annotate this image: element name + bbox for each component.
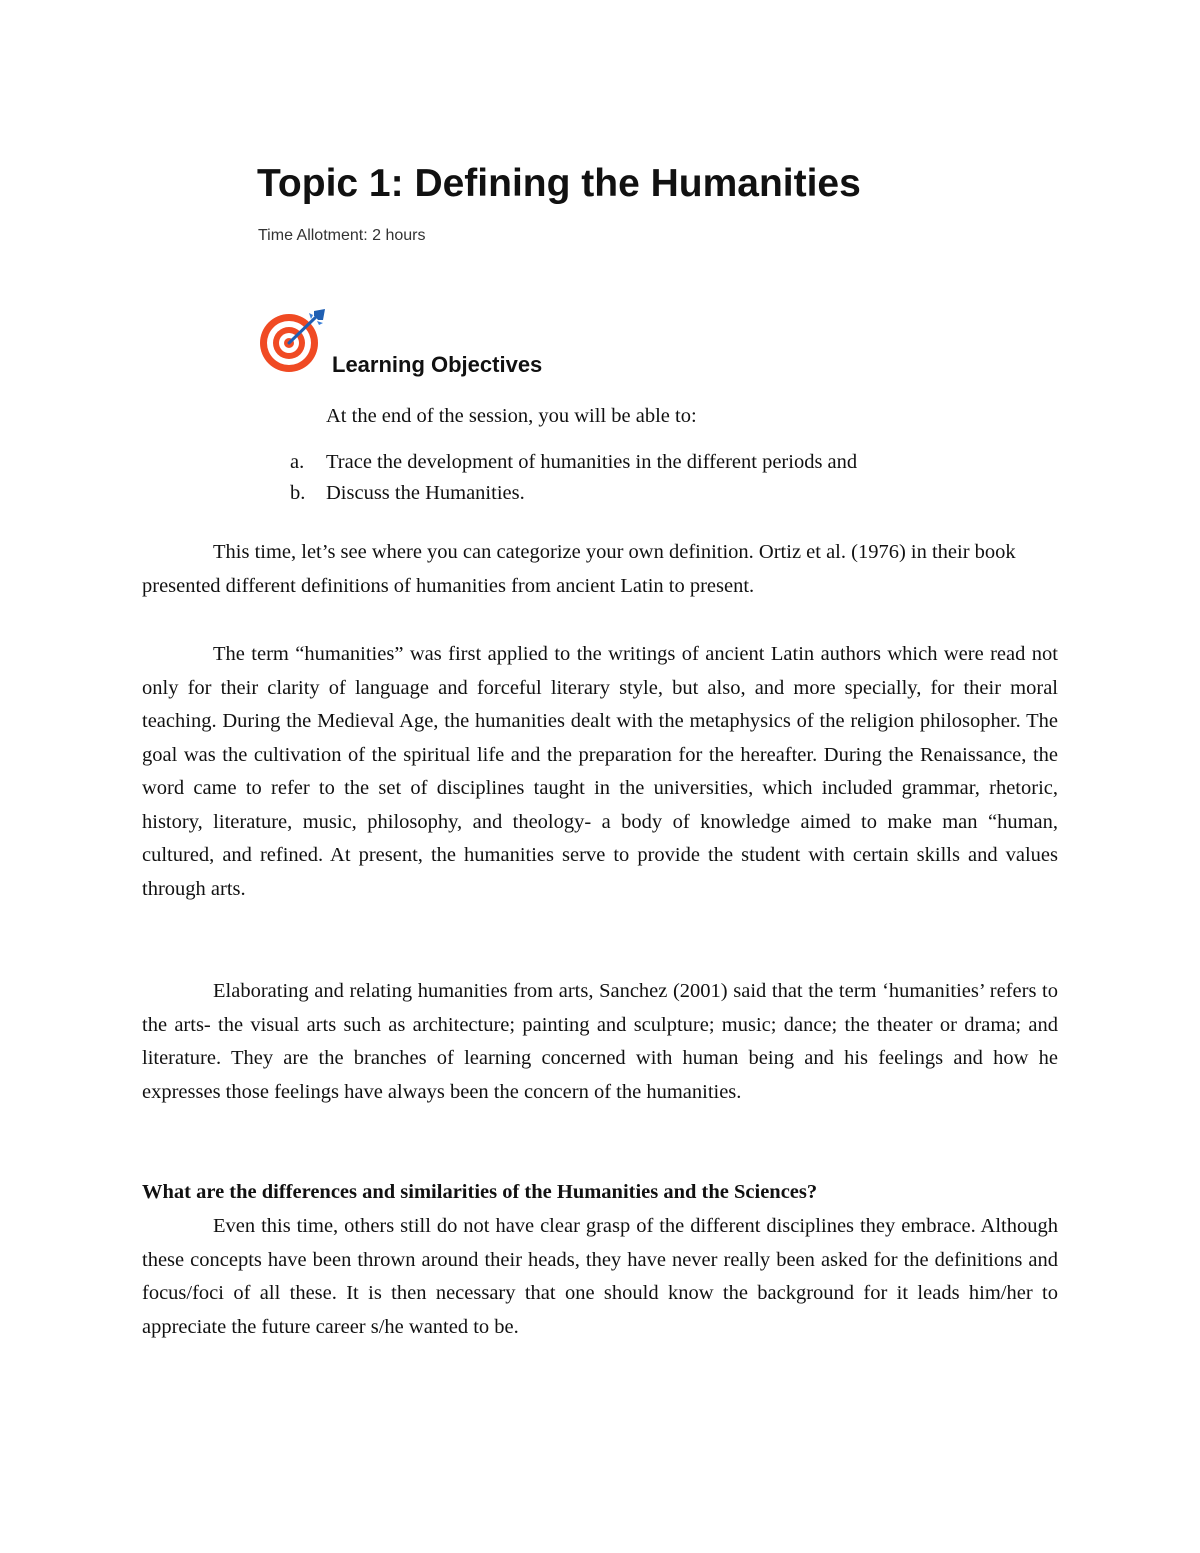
list-item-text: Discuss the Humanities. — [326, 482, 525, 504]
list-marker: b. — [290, 482, 306, 504]
list-item — [290, 478, 857, 509]
paragraph-closing: Even this time, others still do not have clear grasp of the different disciplines they embrace. Although these concepts have been thrown around their heads, they have never really been asked for the definitions and focus/foci of all these. It is then necessary that one should know the background for it leads him/her to appreciate the future career s/he wanted to be. — [142, 1215, 1058, 1338]
list-item — [290, 447, 857, 478]
time-allotment: Time Allotment: 2 hours — [258, 227, 426, 244]
paragraph-arts: Elaborating and relating humanities from arts, Sanchez (2001) said that the term ‘humanities’ refers to the arts- the visual arts such as architecture; painting and sculpture; music; dance; the theater or drama; and literature. They are the branches of learning concerned with human being and his feelings and how he expresses those feelings have always been the concern of the humanities. — [142, 980, 1058, 1103]
section-question: What are the differences and similarities of the Humanities and the Sciences? — [142, 1181, 818, 1203]
paragraph-intro: This time, let’s see where you can categorize your own definition. Ortiz et al. (1976) in their book presented different definitions of humanities from ancient Latin to present. — [142, 541, 1016, 597]
learning-objectives-heading: Learning Objectives — [332, 352, 543, 377]
objectives-list — [290, 447, 857, 509]
objectives-intro: At the end of the session, you will be able to: — [326, 405, 697, 427]
target-dart-icon — [259, 307, 327, 375]
page-title: Topic 1: Defining the Humanities — [257, 162, 861, 205]
list-item-text: Trace the development of humanities in the different periods and — [326, 451, 858, 473]
list-marker: a. — [290, 451, 305, 473]
paragraph-history: The term “humanities” was first applied to the writings of ancient Latin authors which were read not only for their clarity of language and forceful literary style, but also, and more specially, for their moral teaching. During the Medieval Age, the humanities dealt with the metaphysics of the religion philosopher. The goal was the cultivation of the spiritual life and the preparation for the hereafter. During the Renaissance, the word came to refer to the set of disciplines taught in the universities, which included grammar, rhetoric, history, literature, music, philosophy, and theology- a body of knowledge aimed to make man “human, cultured, and refined. At present, the humanities serve to provide the student with certain skills and values through arts. — [142, 643, 1058, 900]
